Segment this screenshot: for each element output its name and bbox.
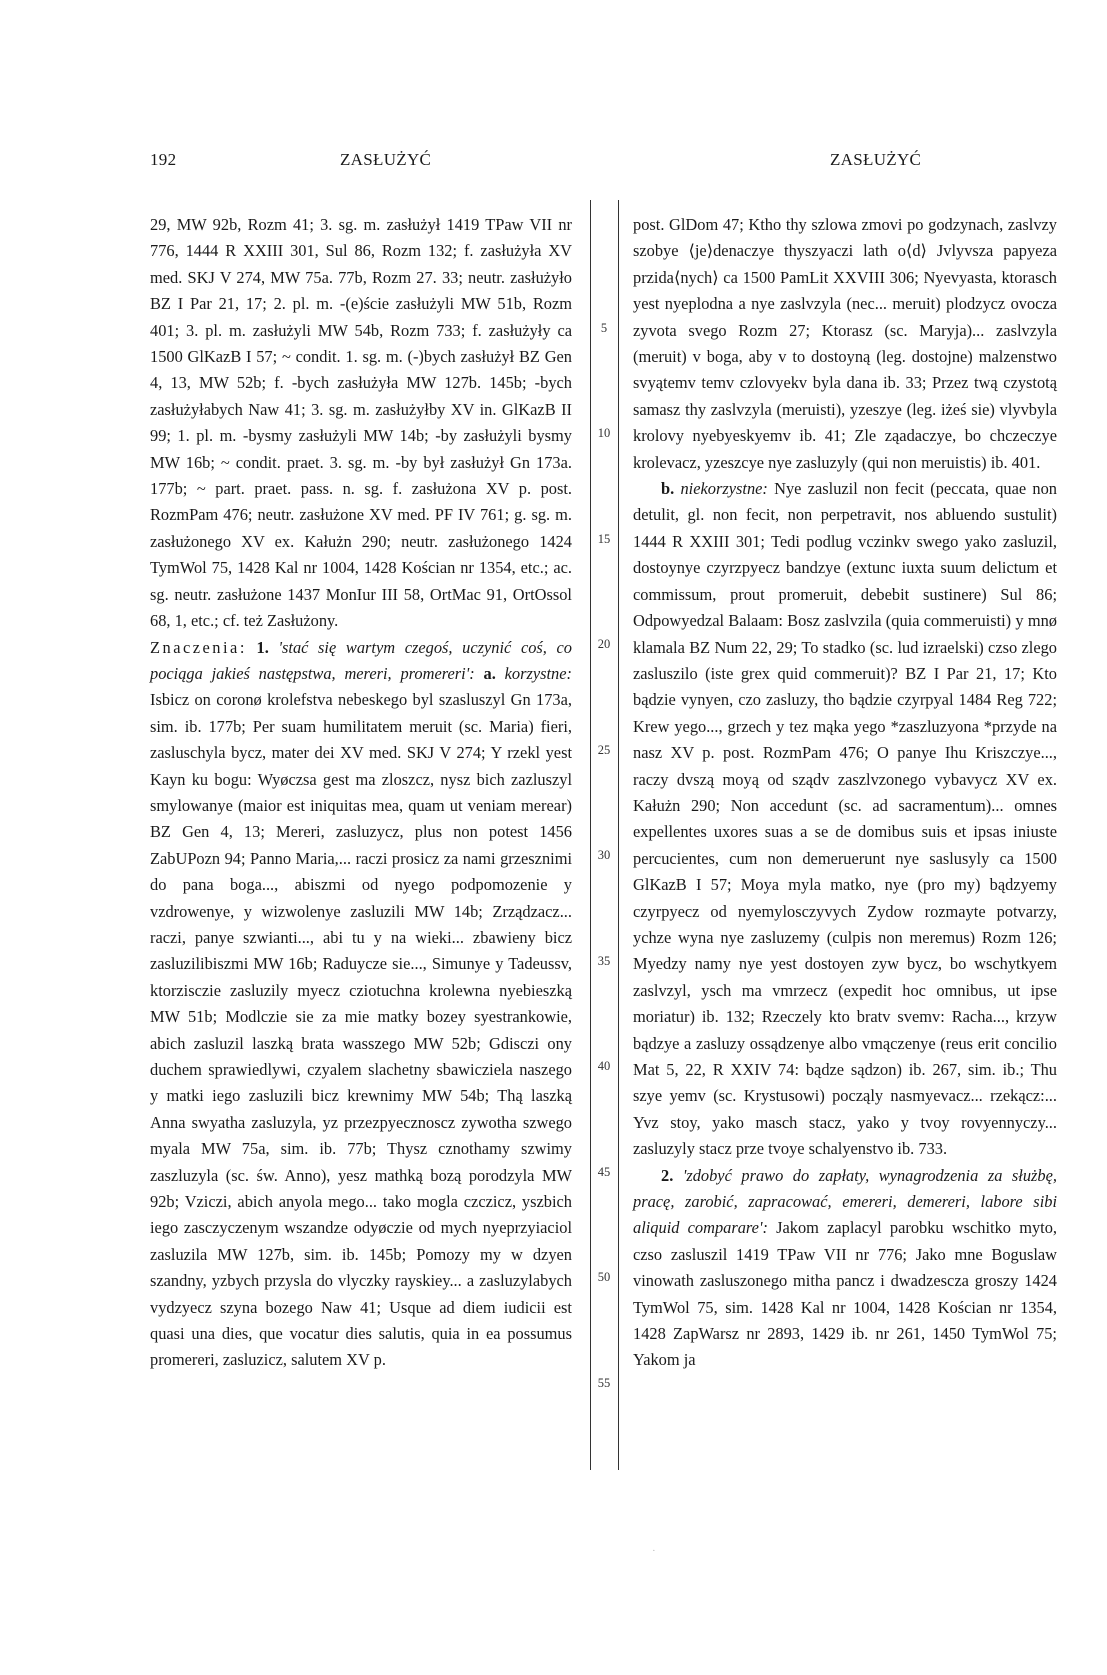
sense-definition: 'stać się wartym czegoś, uczynić coś, co pociąga jakieś następstwa, mereri, promereri':	[150, 637, 573, 683]
subsense-b	[633, 476, 1057, 1163]
citations: Nye zasluzil non fecit (peccata, quae non detulit, gl. non fecit, non perpetravit, nos abluendo sustulit) 1444 R XXIII 301; Tedi podlug vczinkv swego yako zasluzil, dostoynye czyrzpyecz bandzye (extunc iuxta suum delictum et commissum, prout promeruit, debebit sustinere) Sul 86; Odpowyedzal Balaam: Bosz zaslvzila (quia commeruisti) y mnø klamala BZ Num 22, 29; To stadko (sc. lud izraelski) czso zlego zasluszilo (iste grex quid commeruit)? BZ I Par 21, 17; Kto bądzie vynyen, czo zasluzy, tho bądzie czyrpyal 1484 Reg 722; Krew yego..., grzech y tez mąka yego *zaszluzyona *przyde na nasz XV p. post. RozmPam 476; O panye Ihu Kriszczye..., raczy dvszą moyą od sządv zaszlvzonego vybavycz XV ex. Kałużn 290; Non accedunt (sc. ad sacramentum)... omnes expellentes uxores suas a se de domibus suis et ipsas iniuste percucientes, cum non demeruerunt nye saslusyly ca 1500 GlKazB I 57; Moya myla matko, nye (pro my) bądzyemy czyrpyecz od nyemylosczyvych Zydow rozmayte potvarzy, ychze wyna nye zasluzemy (culpis non meremus) Rozm 126; Myedzy namy nye yest dostoyen zyw bycz, bo wschytkyem zaslvzyl, ysch ma vmrzecz (expedit hoc omnibus, ut ipse moriatur) ib. 132; Rzeczely kto bratv svemv: Racha..., krzyw bądzye a zasluzy ossądzenye albo vmączenye (reus erit concilio Mat 5, 22, R XXIV 74: bądze sądzon) ib. 267, sim. ib.; Thu szye yemv (sc. Krystusowi) począly nasmyevacz... rzekącz:... Yvz stoy, yako masch stacz, yako y tvoy rovyennyczy... zasluzyly stacz prze tvoye schalyenstvo ib. 733.	[633, 479, 1057, 1159]
running-head-right: ZASŁUŻYĆ	[830, 150, 922, 169]
line-number: 5	[600, 321, 608, 335]
meanings-label: Znaczenia:	[150, 637, 247, 657]
left-column	[150, 212, 572, 1374]
citations-continued: post. GlDom 47; Ktho thy szlowa zmovi po godzynach, zaslvzy szobye ⟨je⟩denaczye thyszyaczi lath o⟨d⟩ Jvlyvsza papyeza przida⟨nych⟩ ca 1500 PamLit XXVIII 306; Nyevyasta, ktorasch yest nyeplodna a nye zaslvzyla (nec... meruit) plodzycz ovocza zyvota svego Rozm 27; Ktorasz (sc. Maryja)... zaslvzyla (meruit) v boga, aby v to dostoyną (leg. dostojne) malzenstwo svyątemv temv czlovyekv byla dana ib. 33; Przez twą czystotą samasz thy zaslvzyla (meruisti), yzeszye (leg. iżeś sie) vlyvbyla krolovy nyebyeskyemv ib. 41; Zle ząadaczye, bo chczeczye krolevacz, yzeszcye nye zasluzyly (qui non meruistis) ib. 401.	[633, 215, 1057, 472]
sense-number: 2.	[661, 1165, 674, 1185]
right-column	[633, 212, 1057, 1374]
line-number: 20	[597, 637, 611, 651]
subsense-qualifier: niekorzystne:	[680, 479, 768, 499]
sense-number: 1.	[256, 637, 269, 657]
sense-1-heading	[150, 635, 572, 1374]
sense-2	[633, 1163, 1057, 1374]
column-rule-left	[590, 200, 591, 1470]
line-number: 40	[597, 1059, 611, 1073]
subsense-qualifier: korzystne:	[504, 663, 572, 683]
line-number: 45	[597, 1165, 611, 1179]
line-number: 25	[597, 743, 611, 757]
page-number: 192	[150, 150, 177, 169]
citations: Jakom zaplacyl parobku wschitko myto, czso zasluszil 1419 TPaw VII nr 776; Jako mne Boguslaw vinowath zasluszonego mitha pancz i dwadzescza groszy 1424 TymWol 75, sim. 1428 Kal nr 1004, 1428 Kościan nr 1354, 1428 ZapWarsz nr 2893, 1429 ib. nr 261, 1450 TymWol 75; Yakom ja	[633, 1218, 1057, 1370]
line-number: 35	[597, 954, 611, 968]
scan-mark: ·	[652, 1545, 656, 1557]
line-number: 50	[597, 1270, 611, 1284]
line-number: 55	[597, 1376, 611, 1390]
subsense-label: b.	[661, 479, 675, 499]
line-number: 30	[597, 848, 611, 862]
column-rule-right	[618, 200, 619, 1470]
line-number: 15	[597, 532, 611, 546]
subsense-label: a.	[483, 663, 496, 683]
sense-definition: 'zdobyć prawo do zapłaty, wynagrodzenia za służbę, pracę, zarobić, zapracować, emereri, demereri, labore sibi aliquid comparare':	[633, 1165, 1057, 1238]
citations: Isbicz on coronø krolefstva nebeskego byl szasluszyl Gn 173a, sim. ib. 177b; Per suam humilitatem meruit (sc. Maria) fieri, zasluschyla bycz, mater dei XV med. SKJ V 274; Y rzekl yest Kayn ku bogu: Wyøczsa gest ma zloszcz, nysz bich zazluszyl smylowanye (maior est iniquitas mea, quam ut veniam merear) BZ Gen 4, 13; Mereri, zasluzycz, plus non potest 1456 ZabUPozn 94; Panno Maria,... raczi prosicz za nami grzesznimi do pana boga..., abiszmi od nyego podpomozenie y vzdrowenye, y wizwolenye zasluzili MW 14b; Zrządzacz... raczi, panye szwianti..., abi tu y na wieki... zbawieny bicz zasluzilibiszmi MW 16b; Raduycze sie..., Simunye y Tadeussv, ktorzisczie zasluzily myecz cziotuchna krolewna nyebieszką MW 51b; Modlczie sie za mie matky bozey syestrankowie, abich zasluzil laszką brata wasszego MW 52b; Gdisczi ony duchem sprawiedlywi, czyalem slachetny sbawicziela naszego y matki iego zasluzili bicz krewnimy MW 54b; Thą laszką Anna swyatha zasluzyla, yz przezpyecznoscz zywotha szwego myala MW 75a, sim. ib. 77b; Thysz cznothamy szwimy zaszluzyla (sc. św. Anno), yesz mathką bozą porodzyla MW 92b; Vziczi, abich anyola mego... tako mogla czczicz, yszbich iego zasczyczenym wszandze odyøczie od mych nyeprzyiaciol zasluzila MW 127b, sim. ib. 145b; Pomozy my w dzyen szandny, yzbych przysla do vlyczky rayskiey... a zasluzylabych vydzyecz szyna bozego Naw 41; Usque ad diem iudicii est quasi una dies, que vocatur dies salutis, quia in ea possumus promereri, zasluzicz, salutem XV p.	[150, 690, 572, 1370]
line-number: 10	[597, 426, 611, 440]
running-head-left: ZASŁUŻYĆ	[340, 150, 432, 169]
inflection-forms: 29, MW 92b, Rozm 41; 3. sg. m. zasłużył 1419 TPaw VII nr 776, 1444 R XXIII 301, Sul 86, Rozm 132; f. zasłużyła XV med. SKJ V 274, MW 75a. 77b, Rozm 27. 33; neutr. zasłużyło BZ I Par 21, 17; 2. pl. m. -(e)ście zasłużyli MW 51b, Rozm 401; 3. pl. m. zasłużyli MW 54b, Rozm 733; f. zasłużyły ca 1500 GlKazB I 57; ~ condit. 1. sg. m. (-)bych zasłużył BZ Gen 4, 13, MW 52b; f. -bych zasłużyła MW 127b. 145b; -bych zasłużyłabych Naw 41; 3. sg. m. zasłużyłby XV in. GlKazB II 99; 1. pl. m. -bysmy zasłużyli MW 14b; -by zasłużyli bysmy MW 16b; ~ condit. praet. 3. sg. m. -by był zasłużył Gn 173a. 177b; ~ part. praet. pass. n. sg. f. zasłużona XV p. post. RozmPam 476; neutr. zasłużone XV med. PF IV 761; g. sg. m. zasłużonego XV ex. Kałużn 290; neutr. zasłużonego 1424 TymWol 75, 1428 Kal nr 1004, 1428 Kościan nr 1354, etc.; ac. sg. neutr. zasłużone 1437 MonIur III 58, OrtMac 91, OrtOssol 68, 1, etc.; cf. też Zasłużony.	[150, 215, 572, 631]
